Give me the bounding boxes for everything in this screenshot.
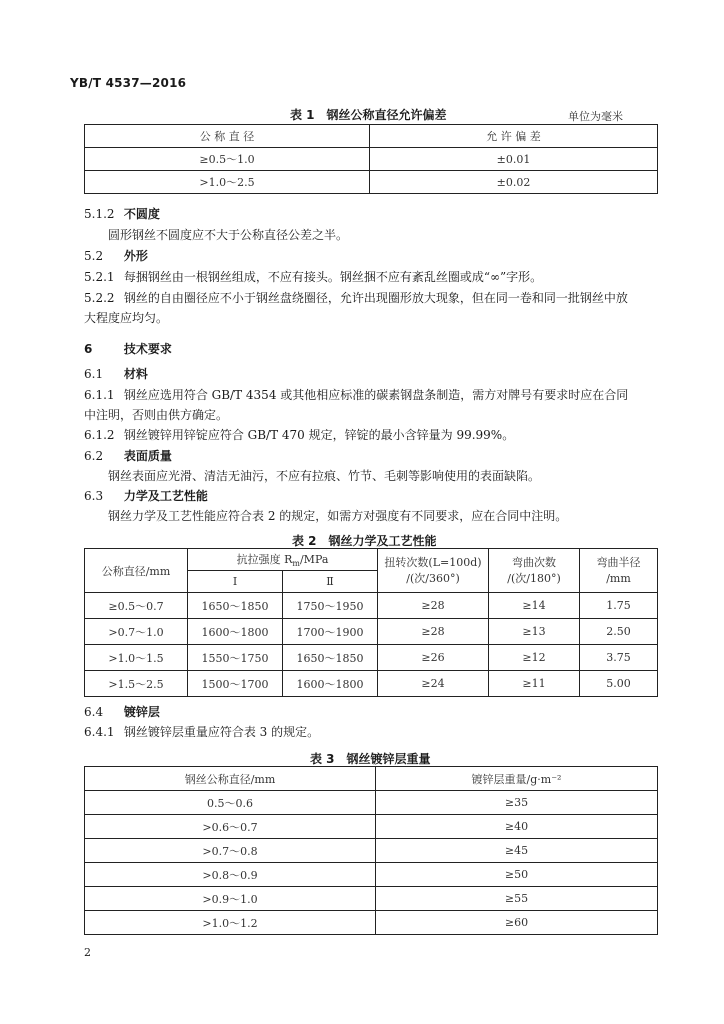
table-cell: 0.5～0.6 [85,791,376,815]
section-5-1-2-heading [84,206,160,222]
table3-header-weight: 镀锌层重量/g·m⁻² [376,767,658,791]
section-number: 5.2.2 [84,291,115,305]
table-row [85,839,658,863]
table-cell: >0.7～0.8 [85,839,376,863]
section-6-1-2 [84,427,514,443]
section-number: 6 [84,342,93,356]
table2 [84,548,658,697]
section-number: 6.2 [84,449,104,463]
section-title: 镀锌层 [123,705,160,719]
table-row [85,791,658,815]
section-title: 力学及工艺性能 [123,489,208,503]
section-6-1-1 [84,387,628,403]
section-6-4-1 [84,724,319,740]
table-cell: ≥40 [376,815,658,839]
table-cell: >1.0～1.2 [85,911,376,935]
section-number: 6.3 [84,489,104,503]
table-cell: 1500～1700 [188,671,283,697]
table-cell: 1.75 [580,593,658,619]
table2-header-radius-line1: 弯曲半径 [596,555,641,569]
table2-header-radius [580,549,658,593]
section-5-2-heading [84,248,148,264]
table-row [85,863,658,887]
table-row [85,911,658,935]
page-number: 2 [84,946,91,959]
section-6-heading [84,341,172,357]
section-title: 外形 [123,249,148,263]
table-cell: ≥45 [376,839,658,863]
table2-header-strength [188,549,378,571]
table2-header-bend-line2: /(次/180°) [507,571,561,585]
table-row [85,887,658,911]
table2-header-strength-sub: m [292,559,300,569]
section-title: 技术要求 [123,342,172,356]
table-cell: 1650～1850 [283,645,378,671]
table-cell: ≥50 [376,863,658,887]
table2-caption: 表 2 钢丝力学及工艺性能 [292,534,437,548]
table-cell: ≥60 [376,911,658,935]
section-6-2-text: 钢丝表面应光滑、清洁无油污，不应有拉痕、竹节、毛刺等影响使用的表面缺陷。 [108,469,541,483]
table1 [84,124,658,194]
table-cell: ≥14 [489,593,580,619]
table-cell: ≥28 [378,593,489,619]
table-cell: 1750～1950 [283,593,378,619]
table2-header-bend [489,549,580,593]
table-row [85,171,658,194]
table-cell: 5.00 [580,671,658,697]
section-title: 不圆度 [123,207,160,221]
section-6-3-heading [84,488,208,504]
section-number: 5.2.1 [84,270,115,284]
section-number: 5.2 [84,249,104,263]
table1-unit: 单位为毫米 [568,110,623,123]
table2-header-grade-1: Ⅰ [188,571,283,593]
table-cell: >1.5～2.5 [85,671,188,697]
section-number: 6.1.1 [84,388,115,402]
table-row [85,645,658,671]
table2-header-grade-2: Ⅱ [283,571,378,593]
table-cell: >0.8～0.9 [85,863,376,887]
table3-header-diameter: 钢丝公称直径/mm [85,767,376,791]
section-text: 钢丝镀锌用锌锭应符合 GB/T 470 规定，锌锭的最小含锌量为 99.99%。 [123,428,515,442]
section-text: 钢丝镀锌层重量应符合表 3 的规定。 [123,725,320,739]
table2-header-diameter: 公称直径/mm [85,549,188,593]
table-cell: 1600～1800 [188,619,283,645]
table-cell: >1.0～2.5 [85,171,370,194]
table-cell: 1600～1800 [283,671,378,697]
table-cell: ≥24 [378,671,489,697]
section-text: 每捆钢丝由一根钢丝组成，不应有接头。钢丝捆不应有紊乱丝圈或成“∞”字形。 [123,270,543,284]
section-title: 材料 [123,367,148,381]
table2-header-radius-line2: /mm [606,571,631,585]
table-cell: >1.0～1.5 [85,645,188,671]
table-cell: 3.75 [580,645,658,671]
section-6-1-1-cont: 中注明，否则由供方确定。 [84,408,229,422]
section-6-4-heading [84,704,160,720]
table2-header-twist [378,549,489,593]
table-cell: 1650～1850 [188,593,283,619]
section-text: 钢丝的自由圈径应不小于钢丝盘绕圈径，允许出现圈形放大现象，但在同一卷和同一批钢丝中放 [123,291,628,305]
table2-header-strength-unit: /MPa [299,552,329,566]
section-number: 6.4.1 [84,725,115,739]
table-cell: ≥35 [376,791,658,815]
table-cell: >0.6～0.7 [85,815,376,839]
table1-header-tolerance: 允 许 偏 差 [370,125,658,148]
table-cell: ≥0.5～1.0 [85,148,370,171]
table2-header-twist-line2: /(次/360°) [406,571,460,585]
table2-header-bend-line1: 弯曲次数 [512,555,556,569]
table3 [84,766,658,935]
table3-caption: 表 3 钢丝镀锌层重量 [310,752,431,766]
section-5-2-1 [84,269,542,285]
table-cell: >0.7～1.0 [85,619,188,645]
table-cell: ≥28 [378,619,489,645]
table-cell: ≥12 [489,645,580,671]
table-row [85,593,658,619]
section-6-2-heading [84,448,172,464]
table2-header-strength-label: 抗拉强度 R [236,552,293,566]
table-cell: 1700～1900 [283,619,378,645]
section-text: 钢丝应选用符合 GB/T 4354 或其他相应标准的碳素钢盘条制造，需方对牌号有要求时应在合同 [123,388,629,402]
section-number: 6.1.2 [84,428,115,442]
table-cell: 1550～1750 [188,645,283,671]
table-cell: ±0.01 [370,148,658,171]
table-cell: ≥26 [378,645,489,671]
table-cell: ≥13 [489,619,580,645]
table1-header-diameter: 公 称 直 径 [85,125,370,148]
table-cell: ≥11 [489,671,580,697]
table2-header-twist-line1: 扭转次数(L=100d) [384,555,482,569]
table-row [85,815,658,839]
table1-caption: 表 1 钢丝公称直径允许偏差 [290,108,447,122]
table-row [85,148,658,171]
section-title: 表面质量 [123,449,172,463]
table-row [85,671,658,697]
section-number: 6.4 [84,705,104,719]
table-cell: ≥0.5～0.7 [85,593,188,619]
table-cell: ≥55 [376,887,658,911]
section-6-3-text: 钢丝力学及工艺性能应符合表 2 的规定，如需方对强度有不同要求，应在合同中注明。 [108,509,568,523]
section-6-1-heading [84,366,148,382]
table-row [85,619,658,645]
table-cell: >0.9～1.0 [85,887,376,911]
table-cell: ±0.02 [370,171,658,194]
section-5-1-2-text: 圆形钢丝不圆度应不大于公称直径公差之半。 [108,228,349,242]
section-5-2-2 [84,290,628,306]
table-cell: 2.50 [580,619,658,645]
section-5-2-2-cont: 大程度应均匀。 [84,311,169,325]
doc-id: YB/T 4537—2016 [70,76,187,90]
section-number: 6.1 [84,367,104,381]
section-number: 5.1.2 [84,207,115,221]
